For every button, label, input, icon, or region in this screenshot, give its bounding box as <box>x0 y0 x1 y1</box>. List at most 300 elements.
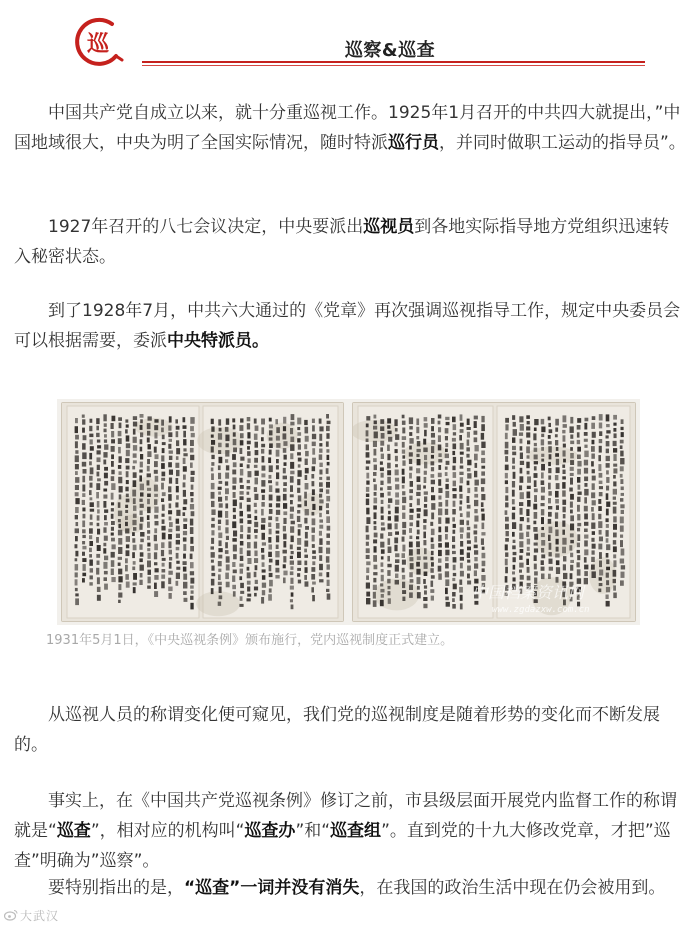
ink-character <box>606 441 610 446</box>
ink-character <box>402 568 405 573</box>
ink-character <box>606 524 609 528</box>
ink-character <box>176 567 180 570</box>
ink-character <box>577 432 580 437</box>
ink-character <box>620 440 624 444</box>
ink-character <box>297 573 300 577</box>
ink-character <box>97 440 100 443</box>
ink-character <box>445 491 449 498</box>
ink-character <box>620 458 624 464</box>
ink-character <box>606 587 610 592</box>
ink-character <box>527 576 531 581</box>
ink-character <box>416 468 420 473</box>
ink-character <box>474 570 477 576</box>
ink-character <box>240 525 243 532</box>
ink-character <box>247 550 251 556</box>
ink-character <box>132 538 135 543</box>
ink-character <box>534 466 537 470</box>
ink-character <box>254 487 257 492</box>
ink-character <box>445 588 448 594</box>
ink-character <box>104 423 107 427</box>
ink-character <box>402 560 406 565</box>
ink-character <box>366 542 369 546</box>
ink-character <box>233 570 237 574</box>
ink-character <box>239 604 243 607</box>
ink-character <box>75 426 78 433</box>
ink-character <box>90 483 93 488</box>
ink-character <box>190 426 194 431</box>
ink-character <box>534 534 538 540</box>
ink-character <box>374 565 378 570</box>
ink-character <box>83 469 87 474</box>
ink-character <box>312 544 315 548</box>
ink-character <box>599 439 603 443</box>
weibo-icon <box>4 909 18 921</box>
ink-character <box>297 516 300 522</box>
ink-character <box>606 573 609 578</box>
ink-character <box>452 578 455 581</box>
ink-character <box>97 529 100 535</box>
ink-character <box>291 536 294 543</box>
ink-character <box>312 425 315 431</box>
ink-character <box>621 419 624 424</box>
ink-character <box>570 467 574 471</box>
ink-character <box>423 532 426 539</box>
ink-character <box>297 547 301 550</box>
ink-character <box>111 502 114 505</box>
ink-character <box>584 477 588 482</box>
ink-character <box>139 470 142 473</box>
ink-character <box>276 531 280 534</box>
ink-character <box>168 432 172 437</box>
ink-character <box>183 591 187 595</box>
ink-character <box>276 459 279 463</box>
ink-character <box>326 541 330 545</box>
ink-character <box>534 489 538 493</box>
ink-character <box>452 451 455 455</box>
ink-character <box>563 514 566 518</box>
ink-character <box>416 492 420 496</box>
ink-character <box>584 432 588 436</box>
ink-character <box>75 418 78 423</box>
ink-character <box>416 536 419 539</box>
ink-character <box>83 514 86 519</box>
ink-character <box>247 464 250 468</box>
ink-character <box>621 427 624 430</box>
ink-character <box>240 548 243 555</box>
ink-character <box>417 449 421 452</box>
ink-character <box>620 474 623 478</box>
ink-character <box>563 450 566 456</box>
ink-character <box>118 431 122 436</box>
ink-character <box>512 545 516 549</box>
ink-character <box>584 529 588 533</box>
ink-character <box>512 446 516 450</box>
ink-character <box>240 519 244 524</box>
ink-character <box>613 579 616 583</box>
ink-character <box>445 563 449 568</box>
ink-character <box>541 427 545 433</box>
ink-character <box>125 458 129 463</box>
ink-character <box>211 419 214 424</box>
ink-character <box>555 553 559 557</box>
ink-character <box>373 578 376 583</box>
ink-character <box>373 426 377 430</box>
ink-character <box>240 534 243 539</box>
ink-character <box>606 553 609 558</box>
ink-character <box>75 507 79 513</box>
ink-character <box>247 567 250 571</box>
ink-character <box>527 421 530 424</box>
ink-character <box>409 503 412 507</box>
ink-character <box>402 597 405 601</box>
ink-character <box>402 513 405 519</box>
ink-character <box>176 470 180 476</box>
ink-character <box>519 432 523 436</box>
ink-character <box>445 550 449 556</box>
ink-character <box>118 557 122 560</box>
ink-character <box>147 494 151 498</box>
ink-character <box>606 595 609 600</box>
ink-character <box>388 538 391 545</box>
ink-character <box>520 476 524 483</box>
title-rule <box>142 61 645 63</box>
ink-character <box>75 471 78 475</box>
ink-character <box>226 520 229 526</box>
ink-character <box>467 419 470 425</box>
ink-character <box>327 526 331 531</box>
ink-character <box>255 442 259 448</box>
ink-character <box>176 440 179 446</box>
ink-character <box>380 481 383 485</box>
ink-character <box>549 567 553 571</box>
ink-character <box>452 488 456 491</box>
ink-character <box>268 537 271 543</box>
ink-character <box>154 591 158 597</box>
ink-character <box>312 504 315 510</box>
ink-character <box>577 528 580 532</box>
ink-character <box>606 449 609 454</box>
ink-character <box>505 552 508 557</box>
ink-character <box>555 530 558 537</box>
xun-logo-icon <box>72 16 124 68</box>
ink-character <box>570 460 574 465</box>
ink-character <box>290 422 294 426</box>
ink-character <box>381 433 385 439</box>
ink-character <box>140 573 143 578</box>
ink-character <box>169 550 172 555</box>
ink-character <box>548 417 551 421</box>
ink-character <box>620 504 624 508</box>
ink-character <box>613 502 617 505</box>
ink-character <box>269 509 273 514</box>
ink-character <box>319 443 322 446</box>
ink-character <box>154 535 157 541</box>
ink-character <box>269 475 272 479</box>
ink-character <box>402 455 405 458</box>
ink-character <box>275 568 279 573</box>
ink-character <box>154 461 158 467</box>
ink-character <box>254 558 258 563</box>
ink-character <box>556 459 559 465</box>
ink-character <box>283 448 287 453</box>
ink-character <box>89 434 93 438</box>
ink-character <box>103 548 106 553</box>
ink-character <box>445 526 448 532</box>
ink-character <box>388 511 391 515</box>
ink-character <box>577 505 580 512</box>
ink-character <box>439 502 443 507</box>
ink-character <box>175 419 178 423</box>
ink-character <box>474 500 478 506</box>
ink-character <box>82 529 86 533</box>
ink-character <box>424 548 427 554</box>
ink-character <box>366 452 370 457</box>
ink-character <box>556 505 559 510</box>
ink-character <box>133 545 137 551</box>
ink-character <box>276 465 279 469</box>
ink-character <box>445 542 449 547</box>
ink-character <box>319 434 322 441</box>
ink-character <box>527 455 530 458</box>
ink-character <box>219 481 223 484</box>
ink-character <box>125 565 128 572</box>
ink-character <box>140 511 143 516</box>
ink-character <box>168 541 171 548</box>
ink-character <box>460 603 463 609</box>
ink-character <box>520 424 524 431</box>
body-text: 从巡视人员的称谓变化便可窥见，我们党的巡视制度是随着形势的变化而不断发展的。 <box>14 705 660 755</box>
ink-character <box>125 429 128 433</box>
ink-character <box>438 527 441 533</box>
ink-character <box>82 535 85 538</box>
ink-character <box>481 575 485 581</box>
ink-character <box>606 509 609 516</box>
ink-character <box>417 549 420 555</box>
ink-character <box>168 444 171 449</box>
ink-character <box>395 565 399 572</box>
ink-character <box>549 429 553 433</box>
ink-character <box>621 487 624 491</box>
ink-character <box>261 548 264 553</box>
ink-character <box>438 543 442 547</box>
ink-character <box>297 561 301 566</box>
ink-character <box>453 501 456 507</box>
ink-character <box>527 486 531 489</box>
ink-character <box>291 414 295 420</box>
ink-character <box>226 465 229 470</box>
ink-character <box>446 479 449 483</box>
ink-character <box>319 513 322 517</box>
ink-character <box>555 491 559 498</box>
ink-character <box>326 589 329 592</box>
ink-character <box>126 471 129 477</box>
ink-character <box>482 561 486 567</box>
ink-character <box>445 509 448 515</box>
ink-character <box>416 427 419 433</box>
ink-character <box>290 494 294 497</box>
ink-character <box>290 586 294 590</box>
ink-character <box>232 418 235 422</box>
ink-character <box>118 519 121 522</box>
ink-character <box>240 541 244 546</box>
ink-character <box>232 562 235 567</box>
ink-character <box>424 423 428 428</box>
ink-character <box>211 446 214 452</box>
ink-character <box>591 565 595 570</box>
ink-character <box>598 521 602 528</box>
ink-character <box>388 437 392 442</box>
ink-character <box>283 494 287 501</box>
ink-character <box>505 576 508 583</box>
ink-character <box>381 473 384 478</box>
ink-character <box>297 418 301 425</box>
ink-character <box>438 427 441 432</box>
ink-character <box>541 503 545 506</box>
ink-character <box>111 446 115 452</box>
ink-character <box>466 447 470 451</box>
ink-character <box>431 487 434 492</box>
ink-character <box>319 489 323 493</box>
ink-character <box>534 448 538 452</box>
ink-character <box>424 509 428 516</box>
ink-character <box>82 428 85 433</box>
ink-character <box>154 425 158 430</box>
ink-character <box>452 592 456 597</box>
ink-character <box>232 486 236 490</box>
ink-character <box>366 555 370 559</box>
ink-character <box>549 543 552 550</box>
ink-character <box>275 419 278 424</box>
ink-character <box>512 532 515 537</box>
ink-character <box>453 573 456 576</box>
ink-character <box>298 524 302 528</box>
ink-character <box>591 557 595 562</box>
ink-character <box>218 492 221 495</box>
ink-character <box>161 455 164 461</box>
ink-character <box>297 552 301 558</box>
ink-character <box>183 582 187 589</box>
ink-character <box>460 563 463 569</box>
ink-character <box>366 494 369 498</box>
ink-character <box>90 446 94 451</box>
ink-character <box>218 574 221 580</box>
ink-character <box>104 467 108 471</box>
body-text: 到了1928年7月，中共六大通过的《党章》再次强调巡视指导工作，规定中央委员会可以根据需要，委派 <box>14 301 681 351</box>
ink-character <box>520 508 523 515</box>
ink-character <box>526 559 529 565</box>
ink-character <box>190 603 193 610</box>
ink-character <box>161 526 165 531</box>
ink-character <box>104 536 108 541</box>
ink-character <box>505 524 509 530</box>
ink-character <box>190 585 194 588</box>
ink-character <box>183 518 187 521</box>
ink-character <box>474 494 478 498</box>
ink-character <box>512 513 515 520</box>
ink-character <box>148 416 152 420</box>
ink-character <box>438 445 442 451</box>
ink-character <box>82 541 85 544</box>
ink-character <box>82 578 85 582</box>
ink-character <box>254 522 258 527</box>
ink-character <box>226 536 229 540</box>
ink-character <box>526 415 530 419</box>
ink-character <box>75 598 79 605</box>
ink-character <box>417 586 420 590</box>
ink-character <box>599 561 602 568</box>
ink-character <box>161 498 164 502</box>
ink-character <box>290 526 294 533</box>
ink-character <box>534 512 538 519</box>
ink-character <box>613 516 617 522</box>
ink-character <box>111 454 114 459</box>
ink-character <box>290 500 293 504</box>
ink-character <box>305 509 309 515</box>
ink-character <box>211 588 214 594</box>
ink-character <box>606 470 609 474</box>
ink-character <box>452 509 456 515</box>
ink-character <box>312 466 316 471</box>
ink-character <box>176 478 179 484</box>
ink-character <box>613 507 617 514</box>
ink-character <box>290 428 293 434</box>
ink-character <box>283 534 287 540</box>
ink-character <box>297 452 301 455</box>
ink-character <box>366 575 369 580</box>
ink-character <box>96 433 100 437</box>
ink-character <box>211 492 215 499</box>
ink-character <box>505 433 508 439</box>
emphasis-text: “巡查”一词并没有消失 <box>184 878 360 898</box>
ink-character <box>126 582 130 588</box>
ink-character <box>148 577 151 584</box>
ink-character <box>161 581 165 588</box>
ink-character <box>599 492 603 496</box>
ink-character <box>563 564 566 570</box>
ink-character <box>126 480 129 484</box>
ink-character <box>548 475 551 479</box>
ink-character <box>430 589 434 593</box>
ink-character <box>312 556 316 559</box>
ink-character <box>118 465 121 469</box>
ink-character <box>592 476 596 481</box>
ink-character <box>474 557 477 561</box>
ink-character <box>311 497 314 502</box>
ink-character <box>438 473 442 478</box>
ink-character <box>269 443 273 448</box>
ink-character <box>388 547 392 554</box>
ink-character <box>183 466 187 472</box>
ink-character <box>380 542 384 548</box>
ink-character <box>556 560 560 565</box>
ink-character <box>481 471 485 475</box>
ink-character <box>275 560 279 566</box>
ink-character <box>276 523 280 529</box>
ink-character <box>505 559 508 566</box>
ink-character <box>431 480 435 485</box>
ink-character <box>380 461 383 464</box>
ink-character <box>218 450 221 454</box>
ink-character <box>613 533 617 538</box>
ink-character <box>416 419 419 426</box>
ink-character <box>190 546 194 551</box>
ink-character <box>606 518 609 522</box>
ink-character <box>126 499 130 503</box>
ink-character <box>584 483 587 487</box>
ink-character <box>162 472 166 477</box>
ink-character <box>111 470 114 475</box>
ink-character <box>232 585 236 589</box>
